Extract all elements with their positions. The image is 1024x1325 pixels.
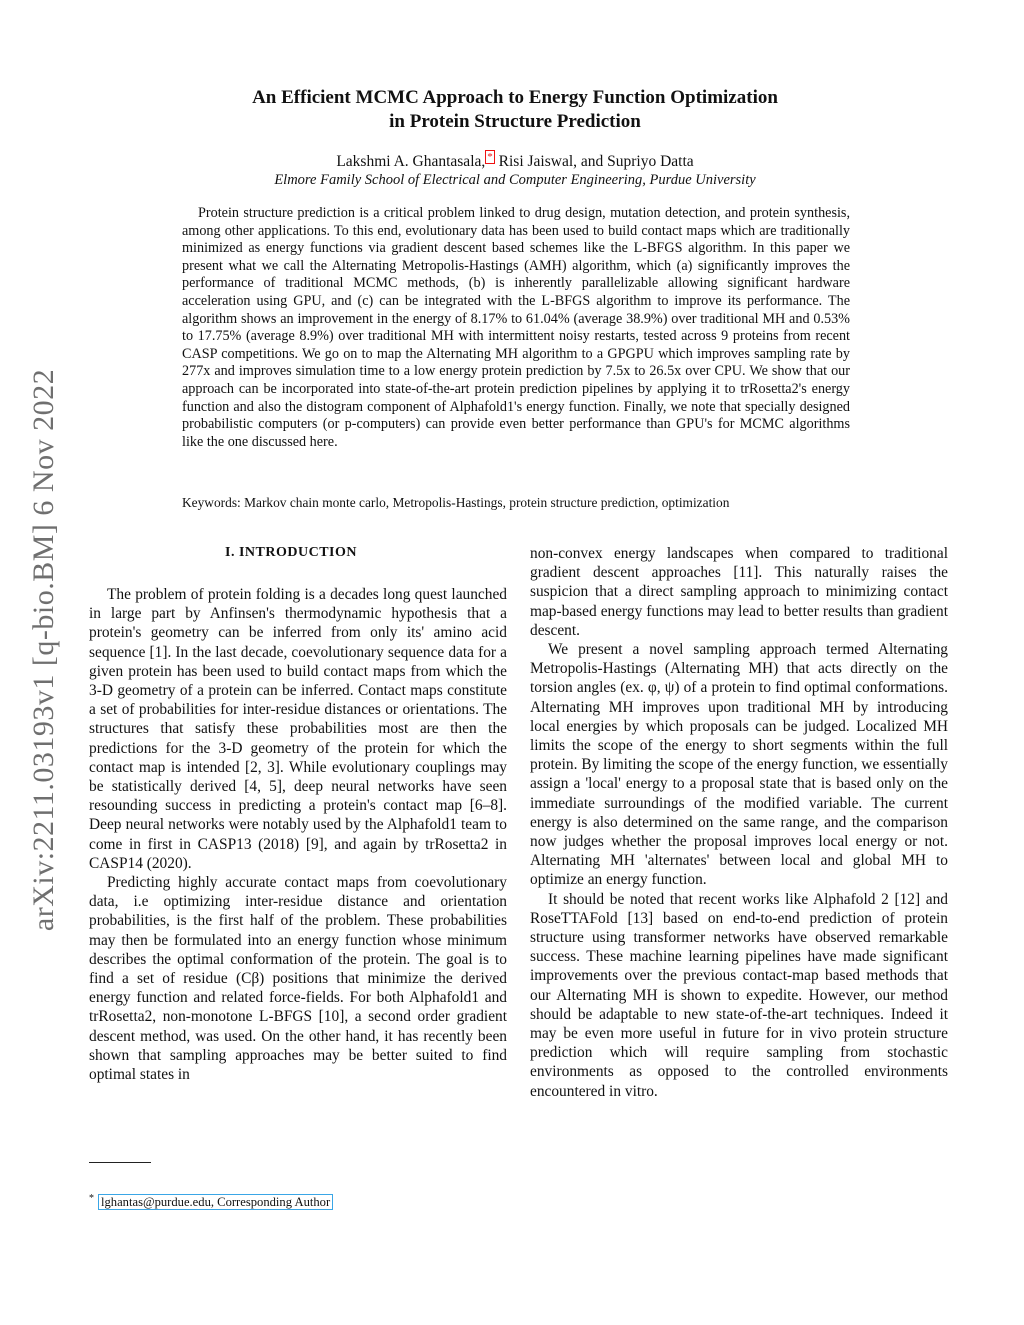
author-list (160, 151, 870, 171)
arxiv-identifier: arXiv:2211.03193v1 [q-bio.BM] 6 Nov 2022 (27, 368, 60, 932)
footnote-link[interactable]: * (487, 151, 493, 163)
paper-title (160, 86, 870, 134)
footnote (89, 1193, 333, 1210)
author-first: Lakshmi A. Ghantasala, (336, 153, 486, 171)
right-column (530, 544, 948, 1101)
author-rest: Risi Jaiswal, and Supriyo Datta (494, 153, 694, 171)
left-column (89, 585, 507, 1084)
affiliation: Elmore Family School of Electrical and Computer Engineering, Purdue University (274, 172, 756, 188)
footnote-mark: * (89, 1193, 94, 1204)
left-paragraph-1: The problem of protein folding is a decades long quest launched in large part by Anfinsen's thermodynamic hypothesis that a protein's geometry can be inferred from only its' amino acid sequence [1]. In the last decade, coevolutionary sequence data for a given protein has been used to build contact maps from which the 3-D geometry of a protein can be inferred. Contact maps constitute a set of probabilities for inter-residue distances or orientations. The structures that satisfy these probabilities most are then the predictions for the 3-D geometry of the protein for which the contact map is intended [2, 3]. While evolutionary couplings may be statistically derived [4, 5], deep neural networks have seen resounding success in predicting a protein's contact map [6–8]. Deep neural networks were notably used by the Alphafold1 team to come in first in CASP13 (2018) [9], and again by trRosetta2 in CASP14 (2020). (89, 586, 507, 872)
left-paragraph-2: Predicting highly accurate contact maps from coevolutionary data, i.e optimizing inter-residue distance and orientation probabilities, is the first half of the problem. These probabilities may then be formulated into an energy function whose minimum describes the optimal conformation of the protein. The goal is to find a set of residue (Cβ) positions that minimize the derived energy function and related force-fields. For both Alphafold1 and trRosetta2, non-monotone L-BFGS [10], a second order gradient descent method, was used. On the other hand, it has recently been shown that sampling approaches may be better suited to find optimal states in (89, 874, 507, 1084)
right-paragraph-3: It should be noted that recent works like Alphafold 2 [12] and RoseTTAFold [13] based on end-to-end prediction of protein structure using transformer networks have observed remarkable success. These machine learning pipelines have made significant improvements over the previous contact-map based methods that our Alternating MH is shown to expedite. However, our method should be adaptable to new state-of-the-art techniques. Indeed it may be even more useful in future for in vivo protein structure prediction which will require sampling from stochastic environments as opposed to the controlled environments encountered in vitro. (530, 890, 948, 1100)
footnote-divider (89, 1162, 151, 1163)
abstract-text: Protein structure prediction is a critical problem linked to drug design, mutation detection, and protein synthesis, among other applications. To this end, evolutionary data has been used to build contact maps which are traditionally minimized as energy functions via gradient descent based schemes like the L-BFGS algorithm. In this paper we present what we call the Alternating Metropolis-Hastings (AMH) algorithm, which (a) significantly improves the performance of traditional MCMC methods, (b) is inherently parallelizable allowing significant hardware acceleration using GPU, and (c) can be integrated with the L-BFGS algorithm to improve its performance. The algorithm shows an improvement in the energy of 8.17% to 61.04% (average 38.9%) over traditional MH and 0.53% to 17.75% (average 8.9%) over traditional MH with intermittent noisy restarts, tested across 9 proteins from recent CASP competitions. We go on to map the Alternating MH algorithm to a GPGPU which improves sampling rate by 277x and improves simulation time to a low energy protein prediction by 7.5x to 26.5x over CPU. We show that our approach can be incorporated into state-of-the-art protein prediction pipelines by applying it to trRosetta2's energy function and also the distogram component of Alphafold1's energy function. Finally, we note that specially designed probabilistic computers (or p-computers) can provide even better performance than GPU's for MCMC algorithms like the one discussed here. (182, 205, 850, 450)
right-paragraph-1: non-convex energy landscapes when compared to traditional gradient descent approaches [11]. This naturally raises the suspicion that a direct sampling approach to minimizing contact map-based energy functions may lead to better results than gradient descent. (530, 545, 948, 639)
section-heading: I. INTRODUCTION (225, 545, 357, 560)
title-line-1: An Efficient MCMC Approach to Energy Function Optimization (252, 87, 778, 108)
right-paragraph-2: We present a novel sampling approach termed Alternating Metropolis-Hastings (Alternating MH) that acts directly on the torsion angles (ex. φ, ψ) of a protein to find optimal conformations. Alternating MH improves upon traditional MH by introducing local energies by which proposals can be judged. Localized MH limits the scope of the energy to short segments within the full protein. By limiting the scope of the energy function, we essentially assign a 'local' energy to a proposal state that is based only on the immediate surroundings of the modified variable. The current energy is also determined on the same range, and the comparison now judges whether the proposal improves local energy or not. Alternating MH 'alternates' between local and global MH to optimize an energy function. (530, 641, 948, 889)
abstract (182, 205, 850, 451)
title-line-2: in Protein Structure Prediction (389, 111, 641, 132)
keywords: Keywords: Markov chain monte carlo, Metropolis-Hastings, protein structure prediction, optimization (182, 495, 730, 510)
email-link[interactable]: lghantas@purdue.edu, Corresponding Author (98, 1194, 333, 1210)
arxiv-side-stamp (22, 330, 66, 970)
